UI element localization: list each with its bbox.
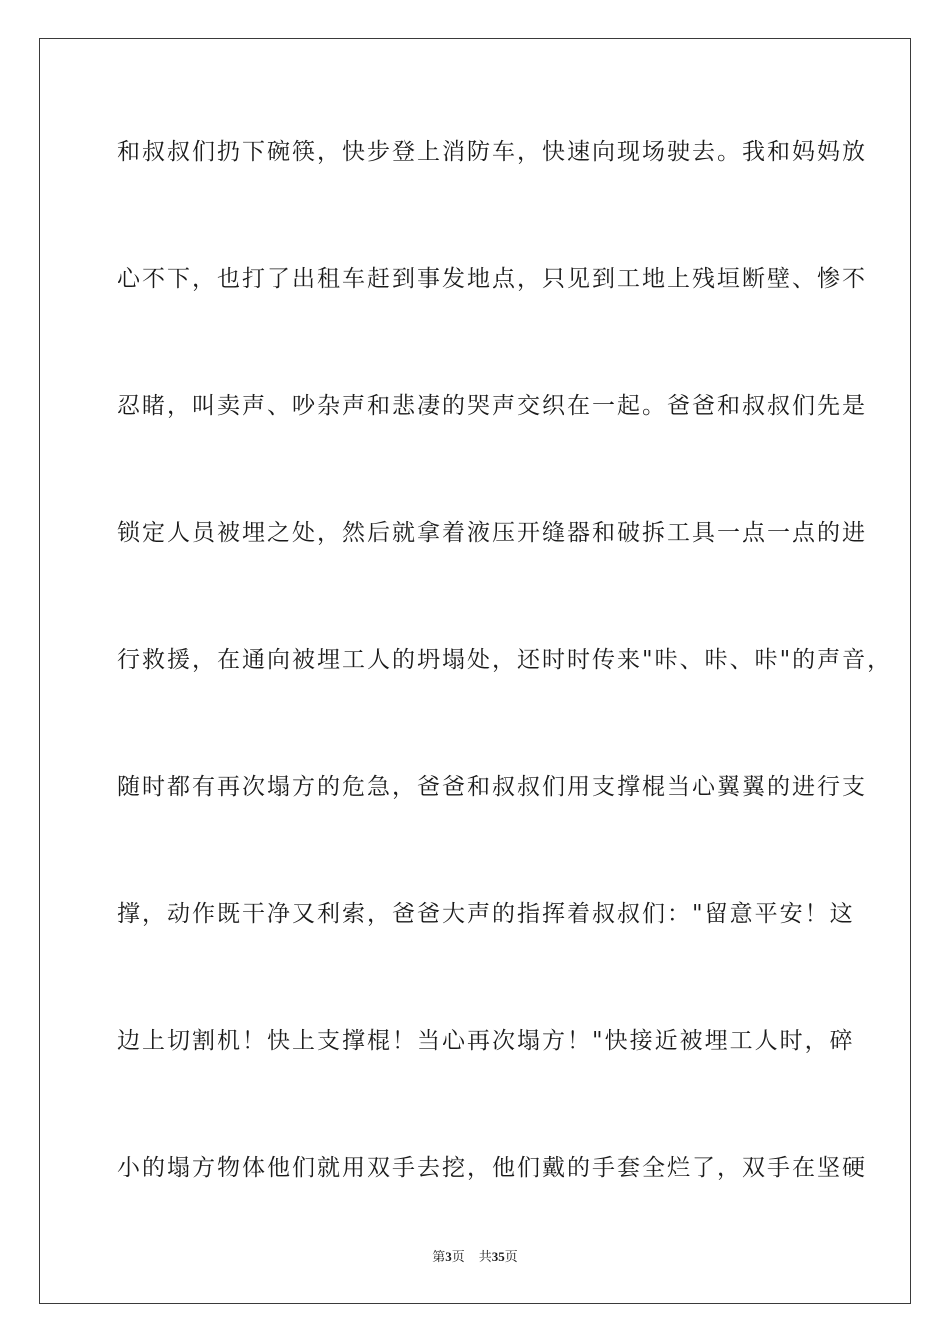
document-body — [117, 125, 893, 1268]
text-line: 边上切割机！快上支撑棍！当心再次塌方！"快接近被埋工人时，碎 — [117, 1028, 855, 1054]
total-pages: 35 — [491, 1249, 505, 1264]
page-prefix: 第 — [432, 1250, 446, 1265]
text-line: 行救援，在通向被埋工人的坍塌处，还时时传来"咔、咔、咔"的声音， — [117, 647, 893, 673]
current-page: 3 — [445, 1249, 452, 1264]
total-prefix: 共 — [478, 1250, 492, 1265]
text-line: 锁定人员被埋之处，然后就拿着液压开缝器和破拆工具一点一点的进 — [117, 520, 867, 546]
text-line: 心不下，也打了出租车赶到事发地点，只见到工地上残垣断壁、惨不 — [117, 266, 867, 292]
text-line: 随时都有再次塌方的危急，爸爸和叔叔们用支撑棍当心翼翼的进行支 — [117, 774, 867, 800]
total-unit: 页 — [504, 1250, 518, 1265]
text-line: 撑，动作既干净又利索，爸爸大声的指挥着叔叔们："留意平安！这 — [117, 901, 855, 927]
text-line: 和叔叔们扔下碗筷，快步登上消防车，快速向现场驶去。我和妈妈放 — [117, 139, 867, 165]
text-line: 忍睹，叫卖声、吵杂声和悲凄的哭声交织在一起。爸爸和叔叔们先是 — [117, 393, 867, 419]
page-number — [432, 1250, 465, 1265]
page-total — [479, 1250, 518, 1265]
text-line: 小的塌方物体他们就用双手去挖，他们戴的手套全烂了，双手在坚硬 — [117, 1155, 867, 1181]
page-footer — [0, 1248, 950, 1267]
page-unit: 页 — [451, 1250, 465, 1265]
